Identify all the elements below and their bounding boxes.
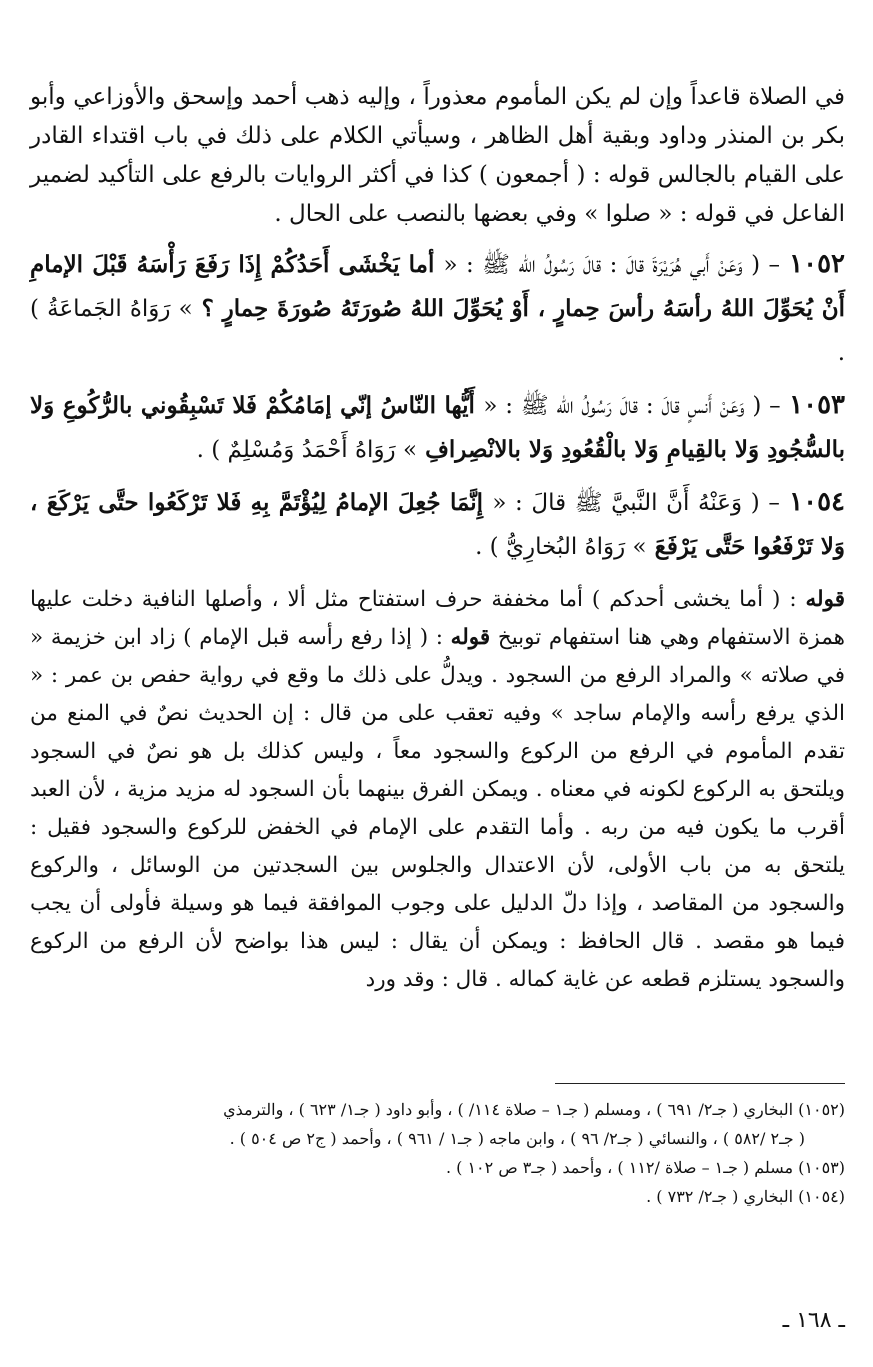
footnotes <box>30 1095 845 1211</box>
footnote-1053: (١٠٥٣) مسلم ( جـ١ – صلاة /١١٢ ) ، وأحمد ( جـ٣ ص ١٠٢ ) . <box>445 1158 845 1177</box>
hadith-chain: – ( وَعَنْ أَنسٍ قالَ : قالَ رَسُولُ الله ﷺ : « <box>483 393 781 419</box>
intro-line: وأبو بكر بن المنذر وداود وبقية أهل الظاهر ، وسيأتي الكلام على ذلك في باب اقتداء <box>30 84 845 149</box>
footnote-divider <box>555 1083 845 1084</box>
commentary-text: : ( إذا رفع رأسه قبل الإمام ) زاد ابن خزيمة « في صلاته » والمراد الرفع من السجود . ويدلُّ على ذلك ما وقع في رواية حفص بن عمر : « الذي يرفع رأسه والإمام ساجد » وفيه تعقب على من قال : إن الحديث نصٌ في المنع من تقدم المأموم في الرفع من الركوع والسجود معاً ، وليس كذلك بل هو نصٌ في السجود ويلتحق به الركوع لكونه في معناه . ويمكن الفرق بينهما بأن السجود له مزيد مزية ، لأن العبد أقرب ما يكون فيه من ربه . وأما التقدم على الإمام في الخفض للركوع والسجود فقيل : يلتحق به من باب الأولى، لأن الاعتدال والجلوس بين السجدتين من الوسائل ، والركوع والسجود من المقاصد ، وإذا دلّ الدليل على وجوب الموافقة فيما هو وسيلة فأولى أن يجب فيما هو مقصد . قال الحافظ : ويمكن أن يقال : ليس هذا بواضح لأن الرفع من الركوع والسجود يستلزم قطعه عن غاية كماله . قال : وقد ورد <box>30 625 845 992</box>
footnote-1052-cont: ( جـ٢ /٥٨٢ ) ، والنسائي ( جـ٢/ ٩٦ ) ، وابن ماجه ( جـ١ / ٩٦١ ) ، وأحمد ( ج٢ ص ٥٠٤ ) . <box>229 1129 805 1148</box>
hadith-text: إِنَّمَا جُعِلَ الإمامُ لِيُؤْتَمَّ بِهِ فَلا تَرْكَعُوا حتَّى يَرْكَعَ ، وَلا تَرْفَعُوا حَتَّى يَرْفَعَ <box>30 489 845 560</box>
hadith-source: » رَوَاهُ الجَماعَةُ ) . <box>30 296 845 366</box>
intro-line: لضمير الفاعل في قوله : « صلوا » وفي بعضها بالنصب على الحال . <box>30 162 845 227</box>
hadith-1054 <box>30 480 845 569</box>
commentary-label: قوله <box>805 587 845 612</box>
commentary-label: قوله <box>450 625 491 650</box>
hadith-text: أما يَخْشَى أَحَدُكُمْ إِذَا رَفَعَ رَأْسَهُ قَبْلَ الإمامِ أَنْ يُحَوِّلَ اللهُ رأسَهُ رأسَ حِمارٍ ، أَوْ يُحَوِّلَ اللهُ صُورَتَهُ صُورَةَ حِمارٍ ؟ <box>30 251 845 322</box>
hadith-1053 <box>30 383 845 472</box>
hadith-number: ١٠٥٣ <box>789 390 845 420</box>
hadith-number: ١٠٥٤ <box>789 487 845 517</box>
hadith-chain: – ( وَعَنْ أَبي هُرَيْرَةَ قالَ : قالَ رَسُولُ الله ﷺ : « <box>443 252 781 278</box>
hadith-source: » رَوَاهُ البُخارِيُّ ) . <box>475 534 647 560</box>
hadith-number: ١٠٥٢ <box>789 249 845 279</box>
footnote-1052: (١٠٥٢) البخاري ( جـ٢/ ٦٩١ ) ، ومسلم ( جـ١ – صلاة ١١٤/ ) ، وأبو داود ( جـ١/ ٦٢٣ ) ، والترمذي <box>223 1100 845 1119</box>
hadith-1052 <box>30 242 845 375</box>
hadith-source: » رَوَاهُ أَحْمَدُ وَمُسْلِمٌ ) . <box>196 437 418 463</box>
intro-line: في الصلاة قاعداً وإن لم يكن المأموم معذوراً ، وإليه ذهب أحمد وإسحق والأوزاعي <box>73 84 846 110</box>
intro-paragraph <box>30 78 845 234</box>
page-number: ـ ١٦٨ ـ <box>782 1308 845 1333</box>
commentary-text: : ( أما يخشى أحدكم ) أما مخففة حرف استفتاح مثل ألا ، وأصلها النافية دخلت عليها همزة الاستفهام وهي هنا استفهام توبيخ <box>30 587 845 650</box>
commentary-paragraph <box>30 581 845 999</box>
footnote-1054: (١٠٥٤) البخاري ( جـ٢/ ٧٣٢ ) . <box>646 1187 845 1206</box>
hadith-text: أَيُّها النّاسُ إنّي إمَامُكُمْ فَلا تَسْبِقُوني بالرُّكُوعِ وَلا بالسُّجُودِ وَلا بالقِيامِ وَلا بالْقُعُودِ وَلا بالانْصِرافِ <box>30 392 845 463</box>
hadith-chain: – ( وَعَنْهُ أَنَّ النَّبيَّ ﷺ قالَ : « <box>492 490 780 516</box>
page-body <box>30 78 845 1348</box>
intro-line: القادر على القيام بالجالس قوله : ( أجمعون ) كذا في أكثر الروايات بالرفع على التأكيد <box>30 123 845 188</box>
